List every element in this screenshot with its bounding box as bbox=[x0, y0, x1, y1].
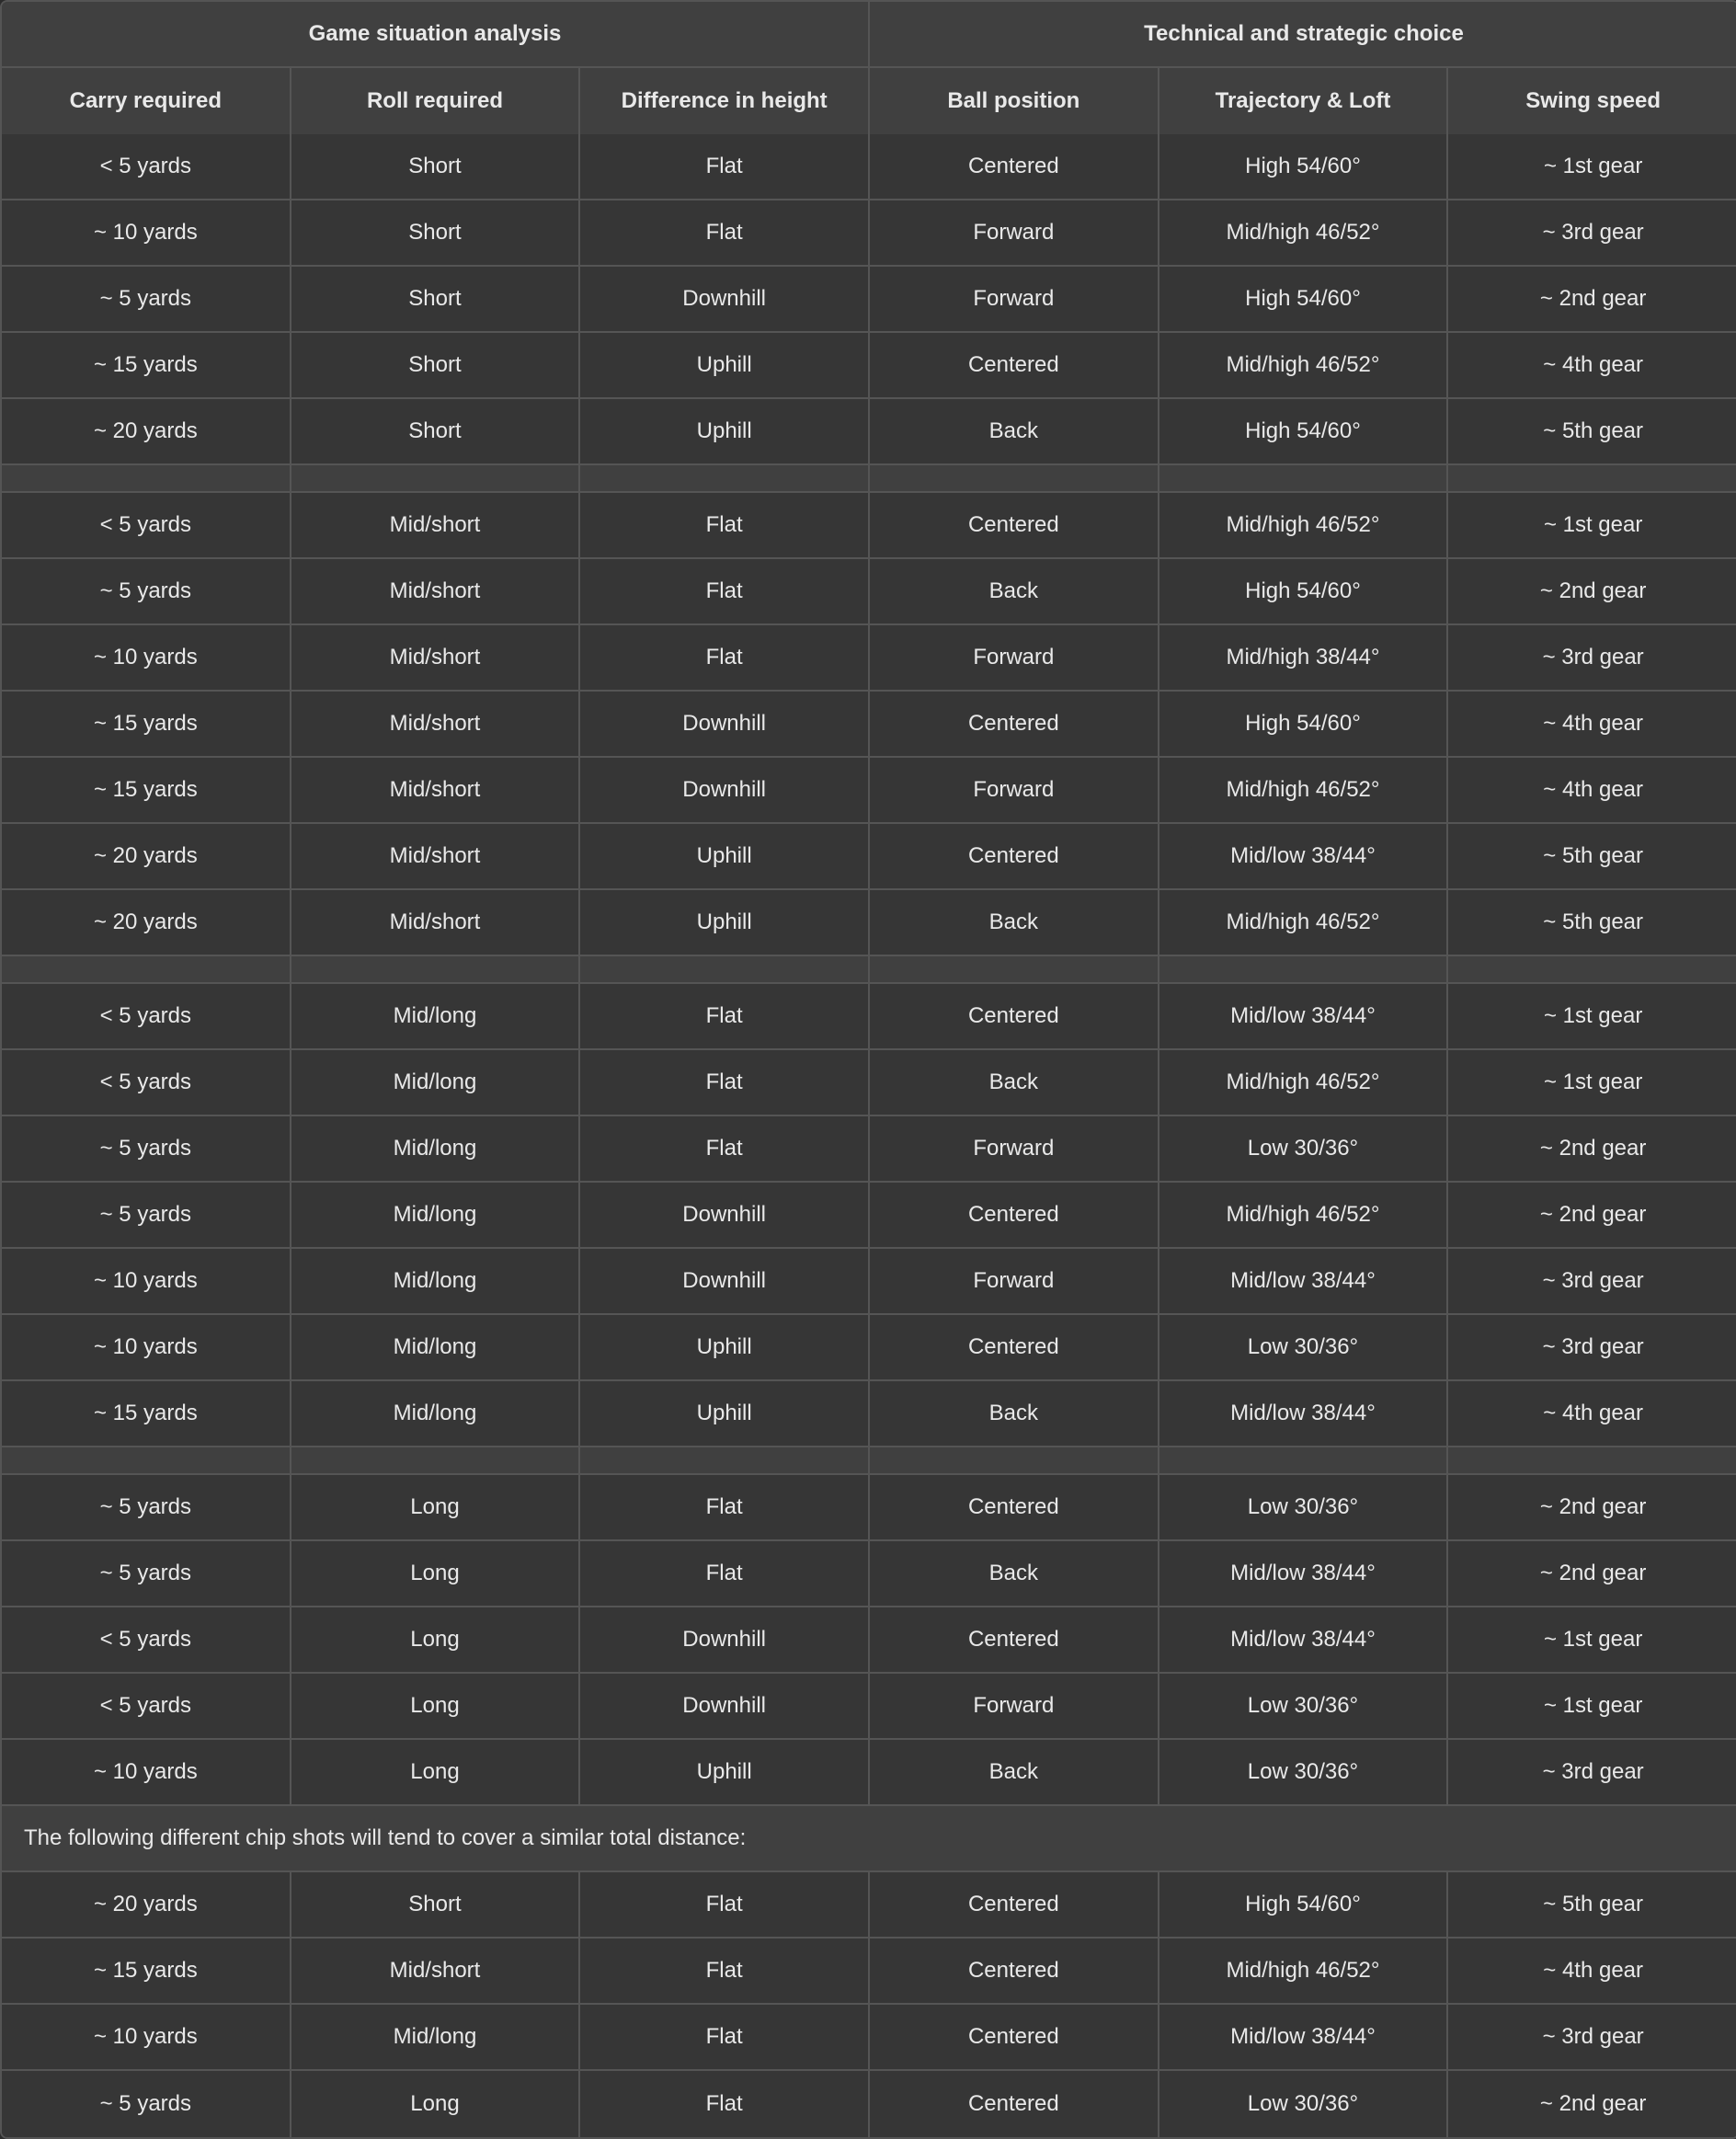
cell-height-diff: Uphill bbox=[580, 333, 870, 399]
cell-ball-position: Forward bbox=[870, 200, 1159, 267]
cell-trajectory: Low 30/36° bbox=[1159, 2071, 1449, 2137]
cell-ball-position: Centered bbox=[870, 1315, 1159, 1381]
cell-height-diff: Downhill bbox=[580, 267, 870, 333]
separator-cell bbox=[1159, 465, 1449, 493]
note-row bbox=[2, 1806, 1736, 1872]
cell-trajectory: Mid/high 46/52° bbox=[1159, 1939, 1449, 2005]
cell-swing-speed: ~ 1st gear bbox=[1448, 1674, 1736, 1740]
cell-trajectory: Mid/low 38/44° bbox=[1159, 984, 1449, 1050]
cell-carry: ~ 15 yards bbox=[2, 758, 291, 824]
cell-carry: ~ 5 yards bbox=[2, 1541, 291, 1607]
cell-roll: Mid/short bbox=[291, 890, 581, 956]
cell-height-diff: Flat bbox=[580, 1475, 870, 1541]
cell-trajectory: High 54/60° bbox=[1159, 559, 1449, 625]
cell-trajectory: Mid/high 46/52° bbox=[1159, 333, 1449, 399]
cell-ball-position: Back bbox=[870, 559, 1159, 625]
cell-roll: Short bbox=[291, 267, 581, 333]
cell-height-diff: Flat bbox=[580, 1541, 870, 1607]
cell-ball-position: Centered bbox=[870, 493, 1159, 559]
cell-roll: Mid/short bbox=[291, 493, 581, 559]
cell-carry: ~ 15 yards bbox=[2, 692, 291, 758]
cell-roll: Mid/long bbox=[291, 1050, 581, 1116]
cell-roll: Short bbox=[291, 399, 581, 465]
cell-ball-position: Centered bbox=[870, 692, 1159, 758]
cell-swing-speed: ~ 2nd gear bbox=[1448, 1475, 1736, 1541]
cell-ball-position: Back bbox=[870, 1381, 1159, 1447]
cell-trajectory: Mid/high 46/52° bbox=[1159, 200, 1449, 267]
cell-height-diff: Flat bbox=[580, 1872, 870, 1939]
cell-ball-position: Forward bbox=[870, 1249, 1159, 1315]
cell-roll: Mid/long bbox=[291, 2005, 581, 2071]
cell-swing-speed: ~ 3rd gear bbox=[1448, 625, 1736, 692]
cell-swing-speed: ~ 4th gear bbox=[1448, 333, 1736, 399]
separator-cell bbox=[580, 956, 870, 984]
cell-swing-speed: ~ 4th gear bbox=[1448, 1381, 1736, 1447]
cell-roll: Long bbox=[291, 1740, 581, 1806]
cell-swing-speed: ~ 5th gear bbox=[1448, 890, 1736, 956]
cell-swing-speed: ~ 3rd gear bbox=[1448, 200, 1736, 267]
separator-cell bbox=[1448, 1447, 1736, 1475]
cell-height-diff: Uphill bbox=[580, 890, 870, 956]
cell-height-diff: Downhill bbox=[580, 692, 870, 758]
cell-trajectory: Mid/high 46/52° bbox=[1159, 890, 1449, 956]
cell-height-diff: Flat bbox=[580, 2005, 870, 2071]
cell-roll: Mid/short bbox=[291, 1939, 581, 2005]
cell-ball-position: Forward bbox=[870, 267, 1159, 333]
cell-trajectory: Mid/low 38/44° bbox=[1159, 1541, 1449, 1607]
cell-carry: ~ 5 yards bbox=[2, 2071, 291, 2137]
table-row bbox=[2, 625, 1736, 692]
cell-carry: < 5 yards bbox=[2, 1674, 291, 1740]
table-row bbox=[2, 1939, 1736, 2005]
table-row bbox=[2, 1050, 1736, 1116]
separator-cell bbox=[1159, 1447, 1449, 1475]
cell-ball-position: Centered bbox=[870, 1475, 1159, 1541]
cell-carry: ~ 10 yards bbox=[2, 1315, 291, 1381]
cell-carry: ~ 5 yards bbox=[2, 1183, 291, 1249]
group-header-technical-choice: Technical and strategic choice bbox=[870, 2, 1736, 68]
cell-height-diff: Flat bbox=[580, 134, 870, 200]
separator-cell bbox=[2, 956, 291, 984]
table-row bbox=[2, 333, 1736, 399]
cell-ball-position: Back bbox=[870, 1740, 1159, 1806]
cell-carry: ~ 20 yards bbox=[2, 399, 291, 465]
cell-ball-position: Forward bbox=[870, 758, 1159, 824]
cell-trajectory: Low 30/36° bbox=[1159, 1116, 1449, 1183]
cell-trajectory: Mid/low 38/44° bbox=[1159, 824, 1449, 890]
cell-carry: ~ 10 yards bbox=[2, 2005, 291, 2071]
table-row bbox=[2, 1607, 1736, 1674]
cell-ball-position: Back bbox=[870, 1050, 1159, 1116]
cell-roll: Mid/long bbox=[291, 984, 581, 1050]
cell-carry: < 5 yards bbox=[2, 134, 291, 200]
table-row bbox=[2, 984, 1736, 1050]
cell-carry: ~ 10 yards bbox=[2, 1249, 291, 1315]
cell-height-diff: Flat bbox=[580, 1050, 870, 1116]
cell-swing-speed: ~ 1st gear bbox=[1448, 134, 1736, 200]
table-row bbox=[2, 1183, 1736, 1249]
cell-carry: ~ 20 yards bbox=[2, 890, 291, 956]
cell-carry: ~ 10 yards bbox=[2, 200, 291, 267]
cell-trajectory: Mid/low 38/44° bbox=[1159, 1381, 1449, 1447]
cell-swing-speed: ~ 5th gear bbox=[1448, 1872, 1736, 1939]
table-row bbox=[2, 2005, 1736, 2071]
cell-swing-speed: ~ 2nd gear bbox=[1448, 1116, 1736, 1183]
cell-swing-speed: ~ 1st gear bbox=[1448, 1050, 1736, 1116]
group-separator-row bbox=[2, 465, 1736, 493]
cell-ball-position: Centered bbox=[870, 134, 1159, 200]
table-row bbox=[2, 1872, 1736, 1939]
cell-roll: Mid/long bbox=[291, 1381, 581, 1447]
separator-cell bbox=[870, 956, 1159, 984]
cell-trajectory: Low 30/36° bbox=[1159, 1674, 1449, 1740]
cell-carry: ~ 10 yards bbox=[2, 1740, 291, 1806]
cell-height-diff: Flat bbox=[580, 984, 870, 1050]
cell-swing-speed: ~ 2nd gear bbox=[1448, 1183, 1736, 1249]
cell-ball-position: Centered bbox=[870, 824, 1159, 890]
cell-carry: < 5 yards bbox=[2, 1607, 291, 1674]
cell-trajectory: Mid/low 38/44° bbox=[1159, 1607, 1449, 1674]
cell-swing-speed: ~ 1st gear bbox=[1448, 984, 1736, 1050]
cell-height-diff: Flat bbox=[580, 1116, 870, 1183]
cell-ball-position: Centered bbox=[870, 1183, 1159, 1249]
cell-swing-speed: ~ 3rd gear bbox=[1448, 2005, 1736, 2071]
table-body bbox=[2, 134, 1736, 2137]
table-row bbox=[2, 200, 1736, 267]
cell-ball-position: Forward bbox=[870, 625, 1159, 692]
separator-cell bbox=[291, 956, 581, 984]
cell-carry: ~ 5 yards bbox=[2, 1116, 291, 1183]
cell-roll: Mid/short bbox=[291, 559, 581, 625]
cell-height-diff: Uphill bbox=[580, 1740, 870, 1806]
cell-swing-speed: ~ 3rd gear bbox=[1448, 1315, 1736, 1381]
cell-height-diff: Uphill bbox=[580, 399, 870, 465]
separator-cell bbox=[2, 465, 291, 493]
cell-height-diff: Downhill bbox=[580, 1674, 870, 1740]
cell-roll: Mid/long bbox=[291, 1183, 581, 1249]
cell-ball-position: Centered bbox=[870, 984, 1159, 1050]
table-row bbox=[2, 399, 1736, 465]
cell-trajectory: Mid/high 46/52° bbox=[1159, 1050, 1449, 1116]
separator-cell bbox=[291, 1447, 581, 1475]
cell-carry: < 5 yards bbox=[2, 1050, 291, 1116]
cell-trajectory: High 54/60° bbox=[1159, 1872, 1449, 1939]
table-row bbox=[2, 1381, 1736, 1447]
cell-height-diff: Flat bbox=[580, 493, 870, 559]
cell-roll: Long bbox=[291, 2071, 581, 2137]
cell-trajectory: High 54/60° bbox=[1159, 692, 1449, 758]
cell-trajectory: Mid/high 46/52° bbox=[1159, 1183, 1449, 1249]
cell-carry: ~ 5 yards bbox=[2, 559, 291, 625]
cell-carry: ~ 15 yards bbox=[2, 333, 291, 399]
table-row bbox=[2, 134, 1736, 200]
cell-height-diff: Downhill bbox=[580, 1607, 870, 1674]
cell-carry: ~ 10 yards bbox=[2, 625, 291, 692]
table-row bbox=[2, 890, 1736, 956]
cell-height-diff: Downhill bbox=[580, 758, 870, 824]
column-header-row bbox=[2, 68, 1736, 134]
cell-roll: Short bbox=[291, 1872, 581, 1939]
cell-roll: Long bbox=[291, 1541, 581, 1607]
cell-swing-speed: ~ 4th gear bbox=[1448, 1939, 1736, 2005]
cell-carry: ~ 15 yards bbox=[2, 1939, 291, 2005]
table-row bbox=[2, 824, 1736, 890]
separator-cell bbox=[2, 1447, 291, 1475]
table-head bbox=[2, 2, 1736, 134]
table-row bbox=[2, 493, 1736, 559]
cell-roll: Mid/short bbox=[291, 824, 581, 890]
cell-ball-position: Centered bbox=[870, 333, 1159, 399]
cell-swing-speed: ~ 5th gear bbox=[1448, 824, 1736, 890]
table-row bbox=[2, 1740, 1736, 1806]
separator-cell bbox=[870, 1447, 1159, 1475]
separator-cell bbox=[291, 465, 581, 493]
separator-cell bbox=[1448, 465, 1736, 493]
cell-carry: ~ 20 yards bbox=[2, 824, 291, 890]
cell-ball-position: Back bbox=[870, 399, 1159, 465]
cell-swing-speed: ~ 1st gear bbox=[1448, 493, 1736, 559]
separator-cell bbox=[870, 465, 1159, 493]
cell-carry: ~ 5 yards bbox=[2, 1475, 291, 1541]
column-header-trajectory: Trajectory & Loft bbox=[1159, 68, 1449, 134]
table-row bbox=[2, 267, 1736, 333]
separator-cell bbox=[1448, 956, 1736, 984]
cell-roll: Mid/short bbox=[291, 692, 581, 758]
cell-carry: < 5 yards bbox=[2, 984, 291, 1050]
group-separator-row bbox=[2, 956, 1736, 984]
cell-carry: ~ 20 yards bbox=[2, 1872, 291, 1939]
cell-trajectory: Mid/low 38/44° bbox=[1159, 2005, 1449, 2071]
cell-ball-position: Centered bbox=[870, 2005, 1159, 2071]
cell-roll: Long bbox=[291, 1607, 581, 1674]
table-row bbox=[2, 758, 1736, 824]
cell-trajectory: Low 30/36° bbox=[1159, 1475, 1449, 1541]
column-header-roll: Roll required bbox=[291, 68, 581, 134]
cell-swing-speed: ~ 2nd gear bbox=[1448, 267, 1736, 333]
cell-height-diff: Uphill bbox=[580, 1381, 870, 1447]
column-header-carry: Carry required bbox=[2, 68, 291, 134]
cell-ball-position: Back bbox=[870, 1541, 1159, 1607]
table-row bbox=[2, 1541, 1736, 1607]
cell-height-diff: Downhill bbox=[580, 1249, 870, 1315]
separator-cell bbox=[580, 1447, 870, 1475]
table-row bbox=[2, 1315, 1736, 1381]
cell-trajectory: High 54/60° bbox=[1159, 267, 1449, 333]
cell-height-diff: Uphill bbox=[580, 824, 870, 890]
cell-ball-position: Forward bbox=[870, 1116, 1159, 1183]
cell-trajectory: High 54/60° bbox=[1159, 399, 1449, 465]
separator-cell bbox=[1159, 956, 1449, 984]
cell-trajectory: Mid/high 38/44° bbox=[1159, 625, 1449, 692]
table-row bbox=[2, 692, 1736, 758]
group-header-row bbox=[2, 2, 1736, 68]
cell-ball-position: Centered bbox=[870, 1872, 1159, 1939]
cell-swing-speed: ~ 4th gear bbox=[1448, 758, 1736, 824]
cell-ball-position: Centered bbox=[870, 2071, 1159, 2137]
table-row bbox=[2, 559, 1736, 625]
cell-height-diff: Flat bbox=[580, 559, 870, 625]
cell-swing-speed: ~ 2nd gear bbox=[1448, 1541, 1736, 1607]
table-row bbox=[2, 1674, 1736, 1740]
cell-swing-speed: ~ 1st gear bbox=[1448, 1607, 1736, 1674]
cell-trajectory: High 54/60° bbox=[1159, 134, 1449, 200]
cell-trajectory: Low 30/36° bbox=[1159, 1315, 1449, 1381]
cell-swing-speed: ~ 4th gear bbox=[1448, 692, 1736, 758]
table-row bbox=[2, 1249, 1736, 1315]
separator-cell bbox=[580, 465, 870, 493]
cell-trajectory: Mid/high 46/52° bbox=[1159, 758, 1449, 824]
cell-swing-speed: ~ 3rd gear bbox=[1448, 1740, 1736, 1806]
group-separator-row bbox=[2, 1447, 1736, 1475]
cell-roll: Short bbox=[291, 333, 581, 399]
cell-roll: Mid/long bbox=[291, 1315, 581, 1381]
cell-carry: < 5 yards bbox=[2, 493, 291, 559]
cell-height-diff: Uphill bbox=[580, 1315, 870, 1381]
cell-swing-speed: ~ 3rd gear bbox=[1448, 1249, 1736, 1315]
cell-roll: Short bbox=[291, 200, 581, 267]
cell-trajectory: Low 30/36° bbox=[1159, 1740, 1449, 1806]
cell-roll: Mid/long bbox=[291, 1116, 581, 1183]
cell-trajectory: Mid/low 38/44° bbox=[1159, 1249, 1449, 1315]
table-row bbox=[2, 2071, 1736, 2137]
cell-ball-position: Centered bbox=[870, 1939, 1159, 2005]
table-row bbox=[2, 1475, 1736, 1541]
cell-ball-position: Back bbox=[870, 890, 1159, 956]
group-header-game-situation: Game situation analysis bbox=[2, 2, 870, 68]
cell-height-diff: Downhill bbox=[580, 1183, 870, 1249]
cell-roll: Short bbox=[291, 134, 581, 200]
table-row bbox=[2, 1116, 1736, 1183]
cell-roll: Long bbox=[291, 1475, 581, 1541]
cell-height-diff: Flat bbox=[580, 625, 870, 692]
cell-roll: Mid/short bbox=[291, 625, 581, 692]
cell-roll: Long bbox=[291, 1674, 581, 1740]
cell-roll: Mid/short bbox=[291, 758, 581, 824]
cell-height-diff: Flat bbox=[580, 200, 870, 267]
cell-height-diff: Flat bbox=[580, 1939, 870, 2005]
cell-trajectory: Mid/high 46/52° bbox=[1159, 493, 1449, 559]
column-header-swing-speed: Swing speed bbox=[1448, 68, 1736, 134]
cell-roll: Mid/long bbox=[291, 1249, 581, 1315]
cell-swing-speed: ~ 5th gear bbox=[1448, 399, 1736, 465]
column-header-height-diff: Difference in height bbox=[580, 68, 870, 134]
cell-swing-speed: ~ 2nd gear bbox=[1448, 559, 1736, 625]
note-text: The following different chip shots will tend to cover a similar total distance: bbox=[2, 1806, 1736, 1872]
cell-ball-position: Forward bbox=[870, 1674, 1159, 1740]
column-header-ball-position: Ball position bbox=[870, 68, 1159, 134]
cell-swing-speed: ~ 2nd gear bbox=[1448, 2071, 1736, 2137]
cell-carry: ~ 15 yards bbox=[2, 1381, 291, 1447]
cell-carry: ~ 5 yards bbox=[2, 267, 291, 333]
cell-ball-position: Centered bbox=[870, 1607, 1159, 1674]
cell-height-diff: Flat bbox=[580, 2071, 870, 2137]
